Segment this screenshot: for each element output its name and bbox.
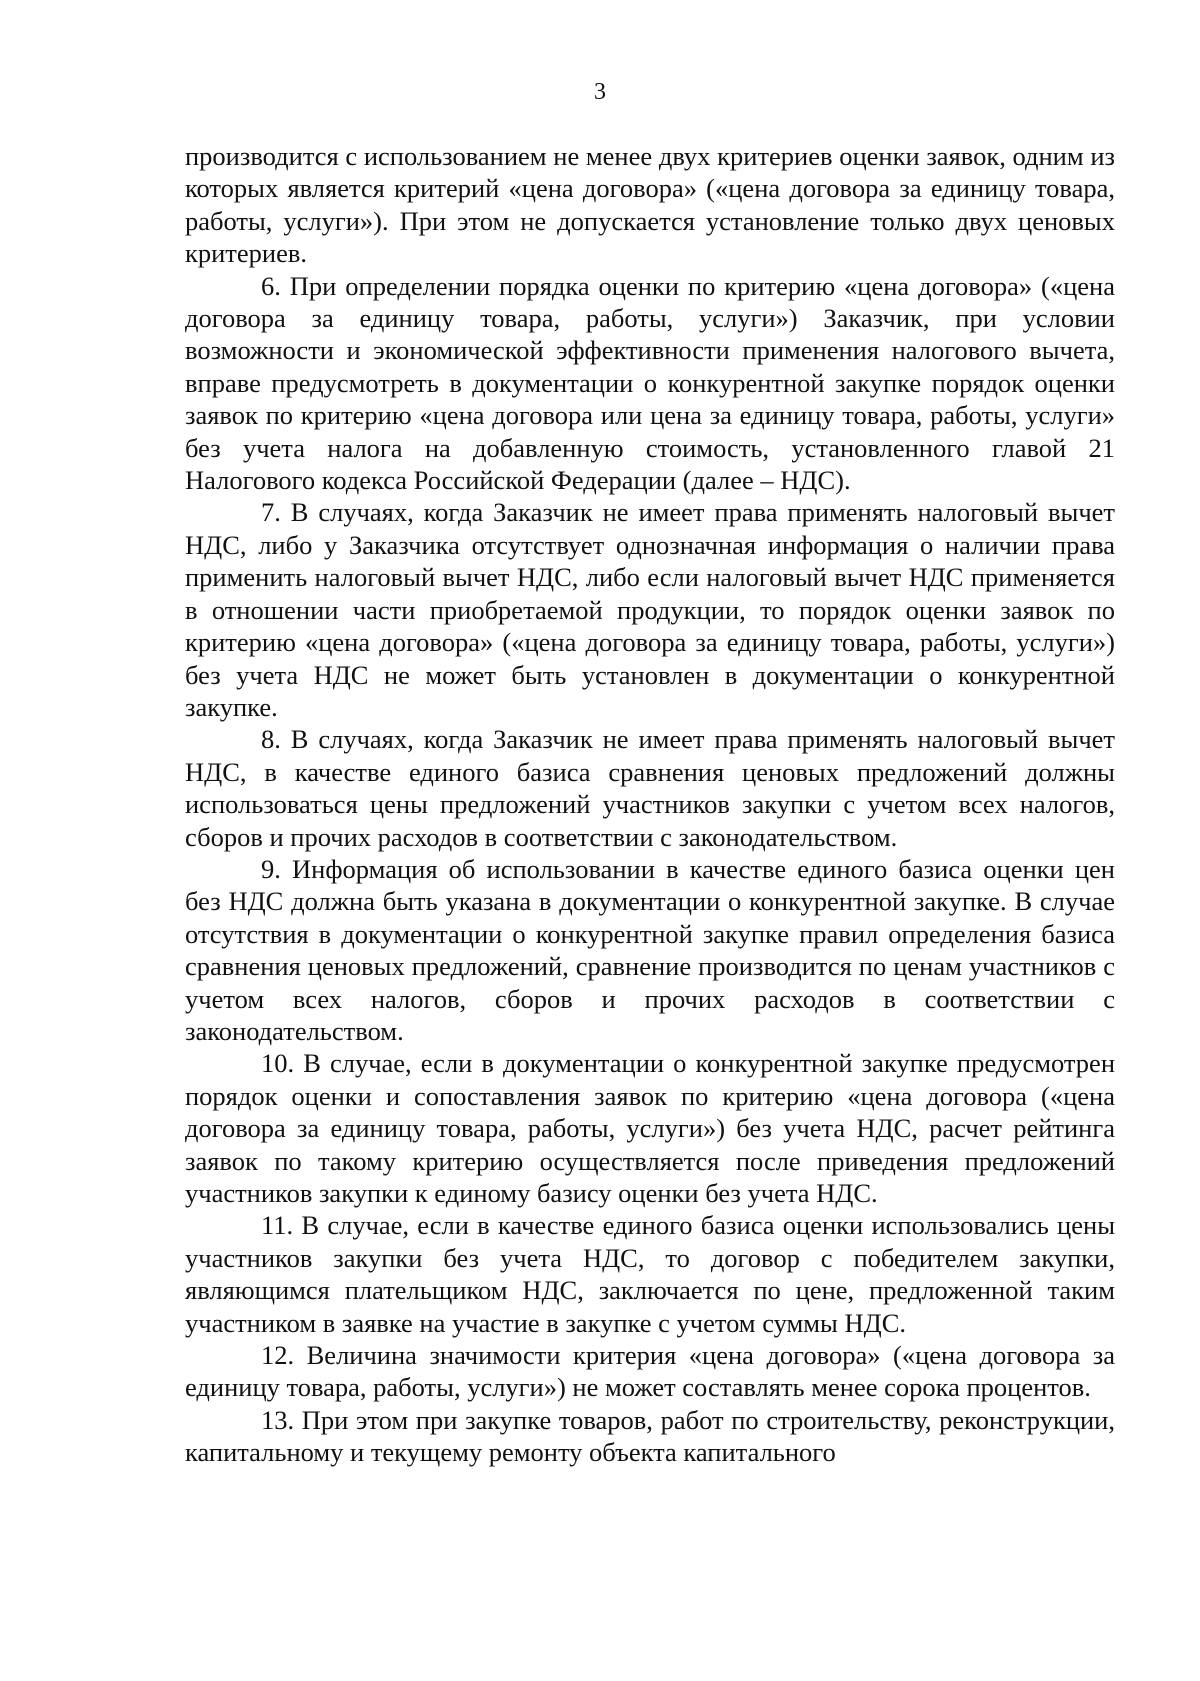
- document-body: [185, 140, 1115, 1469]
- paragraph-6: 6. При определении порядка оценки по критерию «цена договора» («цена договора за единицу товара, работы, услуги») Заказчик, при условии возможности и экономической эффективности применения налогового вычета, вправе предусмотреть в документации о конкурентной закупке порядок оценки заявок по критерию «цена договора или цена за единицу товара, работы, услуги» без учета налога на добавленную стоимость, установленного главой 21 Налогового кодекса Российской Федерации (далее – НДС).: [185, 270, 1115, 496]
- page-number: 3: [594, 79, 606, 105]
- paragraph-9: 9. Информация об использовании в качестве единого базиса оценки цен без НДС должна быть указана в документации о конкурентной закупке. В случае отсутствия в документации о конкурентной закупке правил определения базиса сравнения ценовых предложений, сравнение производится по ценам участников с учетом всех налогов, сборов и прочих расходов в соответствии с законодательством.: [185, 853, 1115, 1046]
- paragraph-7: 7. В случаях, когда Заказчик не имеет права применять налоговый вычет НДС, либо у Заказчика отсутствует однозначная информация о наличии права применить налоговый вычет НДС, либо если налоговый вычет НДС применяется в отношении части приобретаемой продукции, то порядок оценки заявок по критерию «цена договора» («цена договора за единицу товара, работы, услуги») без учета НДС не может быть установлен в документации о конкурентной закупке.: [185, 497, 1115, 722]
- paragraph-12: 12. Величина значимости критерия «цена договора» («цена договора за единицу товара, работы, услуги») не может составлять менее сорока процентов.: [185, 1340, 1115, 1403]
- paragraph-continuation: производится с использованием не менее двух критериев оценки заявок, одним из которых является критерий «цена договора» («цена договора за единицу товара, работы, услуги»). При этом не допускается установление только двух ценовых критериев.: [185, 141, 1115, 269]
- paragraph-10: 10. В случае, если в документации о конкурентной закупке предусмотрен порядок оценки и сопоставления заявок по критерию «цена договора («цена договора за единицу товара, работы, услуги») без учета НДС, расчет рейтинга заявок по такому критерию осуществляется после приведения предложений участников закупки к единому базису оценки без учета НДС.: [185, 1048, 1115, 1208]
- paragraph-11: 11. В случае, если в качестве единого базиса оценки использовались цены участников закупки без учета НДС, то договор с победителем закупки, являющимся плательщиком НДС, заключается по цене, предложенной таким участником в заявке на участие в закупке с учетом суммы НДС.: [185, 1210, 1115, 1338]
- paragraph-13: 13. При этом при закупке товаров, работ по строительству, реконструкции, капитальному и текущему ремонту объекта капитального: [185, 1404, 1115, 1468]
- paragraph-8: 8. В случаях, когда Заказчик не имеет права применять налоговый вычет НДС, в качестве единого базиса сравнения ценовых предложений должны использоваться цены предложений участников закупки с учетом всех налогов, сборов и прочих расходов в соответствии с законодательством.: [185, 724, 1115, 852]
